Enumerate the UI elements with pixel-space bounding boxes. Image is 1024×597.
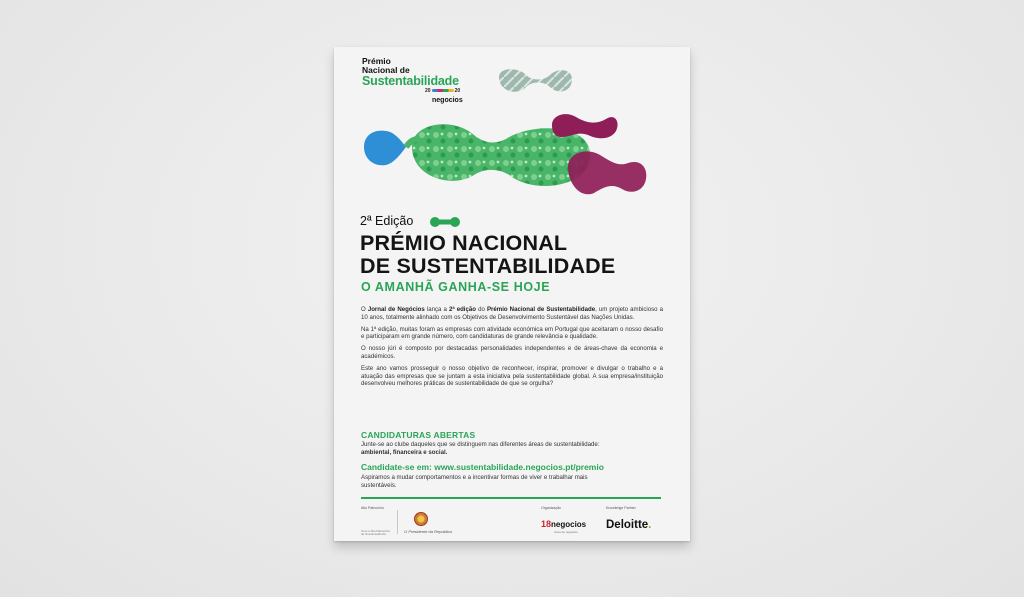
green-divider xyxy=(361,497,661,499)
candidaturas-heading: CANDIDATURAS ABERTAS xyxy=(361,430,476,440)
application-url[interactable]: Candidate-se em: www.sustentabilidade.negocios.pt/premio xyxy=(361,462,604,472)
paragraph-4: Este ano vamos prosseguir o nosso objetivo de reconhecer, inspirar, promover e divulgar o trabalho e a atuação das empresas que se juntam a esta iniciativa pela sustentabilidade global. A sua empresa/instituição desenvolveu melhores práticas de sustentabilidade de que se orgulha? xyxy=(361,365,663,388)
coat-of-arms-icon xyxy=(414,512,428,526)
blue-blob xyxy=(364,131,406,166)
knowledge-partner-label: Knowledge Partner xyxy=(606,506,636,510)
closing-text: Aspiramos a mudar comportamentos e a incentivar formas de viver e trabalhar mais sustentáveis. xyxy=(361,474,588,489)
negocios-logo: 18negocios xyxy=(541,519,587,529)
logo-line-2: Nacional de xyxy=(362,64,410,75)
logo-brand: negocios xyxy=(432,97,463,104)
logo-year: 20 20 xyxy=(425,88,461,94)
candidaturas-text: Junte-se ao clube daqueles que se distinguem nas diferentes áreas de sustentabilidade: ambiental, financeira e social. xyxy=(361,441,600,456)
president-label: O Presidente da República xyxy=(404,529,452,534)
magenta-blob-top xyxy=(552,114,618,138)
photo-blob xyxy=(499,69,572,92)
paragraph-2: Na 1ª edição, muitas foram as empresas com atividade económica em Portugal que aceitaram o nosso desafio e participaram em grande número, com candidaturas de grande relevância e qualidade. xyxy=(361,325,663,341)
deloitte-logo: Deloitte. xyxy=(606,519,652,531)
poster-subtitle: O AMANHÃ GANHA-SE HOJE xyxy=(361,280,551,294)
title-line-1: PRÉMIO NACIONAL xyxy=(360,231,568,255)
poster-title xyxy=(360,232,615,278)
edition-pill-icon xyxy=(430,217,460,227)
paragraph-1: O Jornal de Negócios lança a 2ª edição do Prémio Nacional de Sustentabilidade, um projeto ambicioso a 10 anos, totalmente alinhado com os Objetivos de Desenvolvimento Sustentável das Nações Unidas. xyxy=(361,306,664,321)
logo-line-3: Sustentabilidade xyxy=(362,74,459,88)
title-line-2: DE SUSTENTABILIDADE xyxy=(360,254,616,278)
negocios-tagline: Anos de negócios xyxy=(554,530,578,534)
magenta-blob-bottom xyxy=(568,151,646,194)
edition-label: 2ª Edição xyxy=(360,214,414,228)
poster xyxy=(334,47,690,541)
organizacao-label: Organização xyxy=(541,506,561,510)
alto-patrocinio-label: Alto Patrocínio xyxy=(361,506,384,510)
alto-patrocinio-subtext: Com o Alto Patrocínio de Sua Excelência xyxy=(361,529,391,537)
paragraph-3: O nosso júri é composto por destacadas personalidades independentes e de áreas-chave da economia e académicos. xyxy=(361,345,663,360)
body-text xyxy=(361,306,663,392)
blob-artwork xyxy=(334,47,690,217)
logo-line-1: Prémio xyxy=(362,56,391,66)
